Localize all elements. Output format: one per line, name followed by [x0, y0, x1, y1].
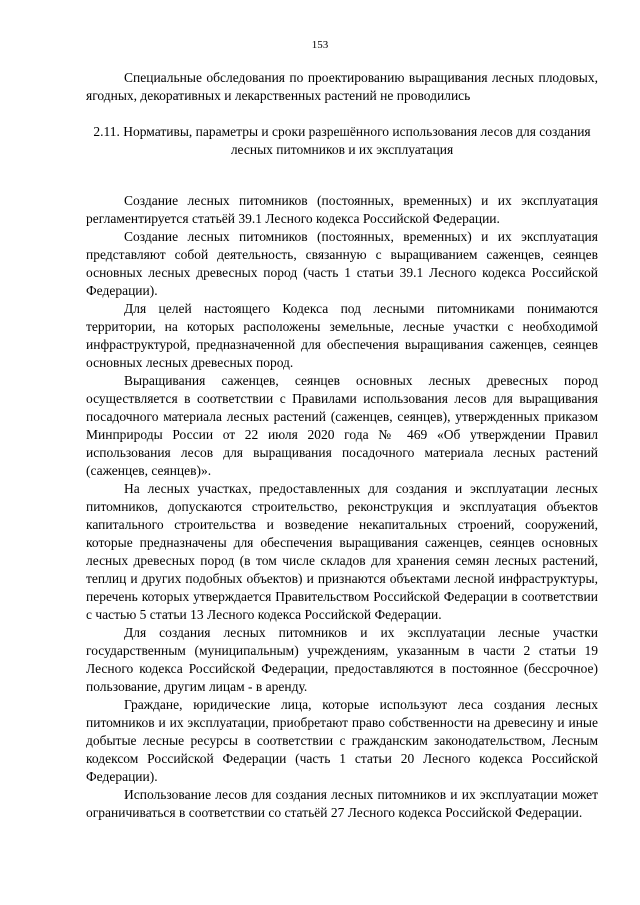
paragraph: Граждане, юридические лица, которые используют леса создания лесных питомников и их эксплуатации, приобретают право собственности на древесину и иные добытые лесные ресурсы в соответствии с гражданским законодательством, Лесным кодексом Российской Федерации (часть 1 статьи 20 Лесного кодекса Российской Федерации). — [86, 697, 598, 784]
paragraph: Для создания лесных питомников и их эксплуатации лесные участки государственным (муниципальным) учреждениям, указанным в части 2 статьи 19 Лесного кодекса Российской Федерации, предоставляются в постоянное (бессрочное) пользование, другим лицам - в аренду. — [86, 625, 598, 694]
paragraph: Для целей настоящего Кодекса под лесными питомниками понимаются территории, на которых расположены земельные, лесные участки с необходимой инфраструктурой, предназначенной для обеспечения выращивания саженцев, сеянцев основных лесных древесных пород. — [86, 301, 598, 370]
paragraph: Выращивания саженцев, сеянцев основных лесных древесных пород осуществляется в соответствии с Правилами использования лесов для выращивания посадочного материала лесных растений (саженцев, сеянцев), утвержденных приказом Минприроды России от 22 июля 2020 года № 469 «Об утверждении Правил использования лесов для выращивания посадочного материала лесных растений (саженцев, сеянцев)». — [86, 373, 598, 478]
paragraph: Использование лесов для создания лесных питомников и их эксплуатации может ограничиваться в соответствии со статьёй 27 Лесного кодекса Российской Федерации. — [86, 787, 598, 820]
paragraph: Создание лесных питомников (постоянных, временных) и их эксплуатация регламентируется статьёй 39.1 Лесного кодекса Российской Федерации. — [86, 193, 598, 226]
paragraph: На лесных участках, предоставленных для создания и эксплуатации лесных питомников, допускаются строительство, реконструкция и эксплуатация объектов капитального строительства и возведение некапитальных строений, сооружений, которые предназначены для обеспечения выращивания саженцев, сеянцев основных лесных древесных пород (в том числе складов для хранения семян лесных растений, теплиц и других подобных объектов) и признаются объектами лесной инфраструктуры, перечень которых утверждается Правительством Российской Федерации в соответствии с частью 5 статьи 13 Лесного кодекса Российской Федерации. — [86, 481, 598, 622]
section-heading: 2.11. Нормативы, параметры и сроки разрешённого использования лесов для создания лесных питомников и их эксплуатация — [93, 124, 591, 157]
intro-paragraph: Специальные обследования по проектированию выращивания лесных плодовых, ягодных, декоративных и лекарственных растений не проводились — [86, 70, 598, 103]
page-number: 153 — [311, 39, 329, 51]
page-content — [86, 69, 598, 822]
paragraph: Создание лесных питомников (постоянных, временных) и их эксплуатация представляют собой деятельность, связанную с выращиванием саженцев, сеянцев основных лесных древесных пород (часть 1 статьи 39.1 Лесного кодекса Российской Федерации). — [86, 229, 598, 298]
